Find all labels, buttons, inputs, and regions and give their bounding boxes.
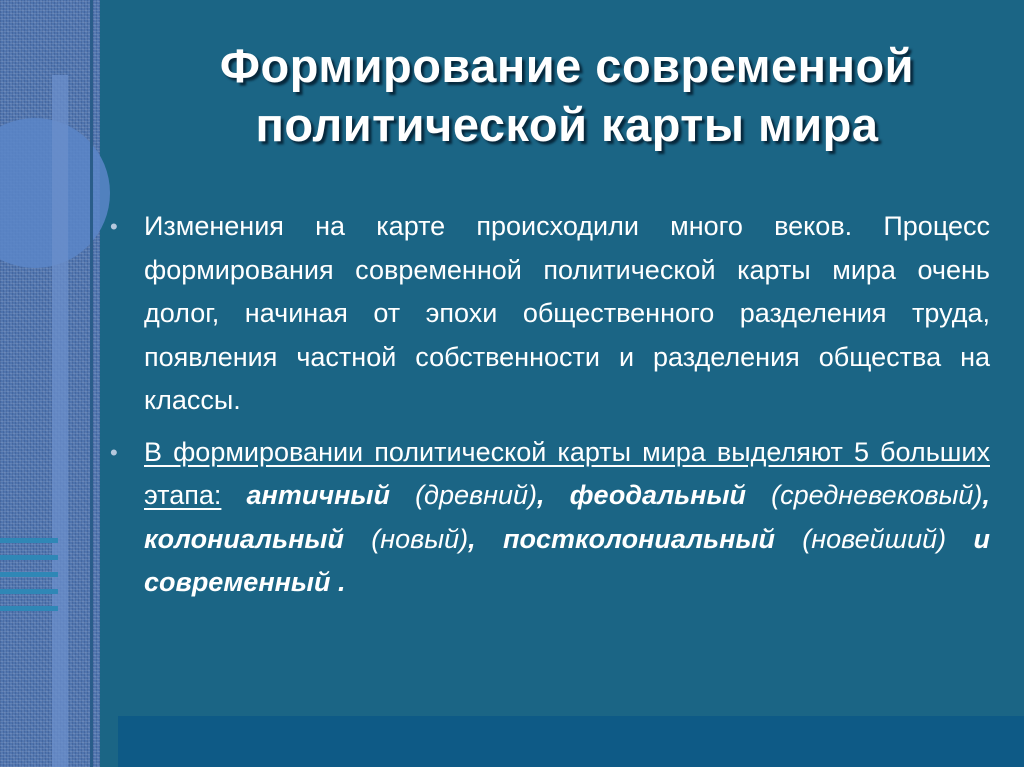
bullet-item <box>110 431 990 605</box>
stage-list <box>144 480 990 597</box>
stage-name: феодальный <box>569 480 747 510</box>
bullet-icon: • <box>110 214 118 239</box>
stage-separator: , <box>468 523 503 554</box>
stage-separator: . <box>330 567 346 597</box>
stage-separator: , <box>536 480 570 510</box>
bullet-text: Изменения на карте происходили много веков. Процесс формирования современной политической карты мира очень долог, начиная от эпохи общественного разделения труда, появления частной собственности и разделения общества на классы. <box>144 211 990 415</box>
bullet-intro: В формировании политической карты мира выделяют 5 больших этапа: <box>144 436 990 510</box>
stage-separator: и <box>946 523 990 554</box>
slide-body <box>110 205 990 605</box>
stage-separator: , <box>982 480 990 510</box>
bottom-decor-box <box>118 716 1024 767</box>
stage-name: постколониальный <box>502 523 775 554</box>
stage-note: (средневековый) <box>771 480 983 510</box>
stage-note: (новейший) <box>802 523 947 554</box>
slide-title: Формирование современной политической карты мира <box>219 39 915 151</box>
decorative-stripe <box>52 75 68 767</box>
stage-name: колониальный <box>144 523 344 554</box>
stage-name: современный <box>144 567 331 597</box>
stage-name: античный <box>246 480 390 510</box>
bullet-item <box>110 205 990 423</box>
bullet-icon: • <box>110 439 118 465</box>
decorative-dashes <box>0 538 58 623</box>
divider-line <box>90 0 93 767</box>
stage-note: (новый) <box>371 523 469 554</box>
stage-note: (древний) <box>415 480 537 510</box>
side-texture-band <box>0 0 100 767</box>
